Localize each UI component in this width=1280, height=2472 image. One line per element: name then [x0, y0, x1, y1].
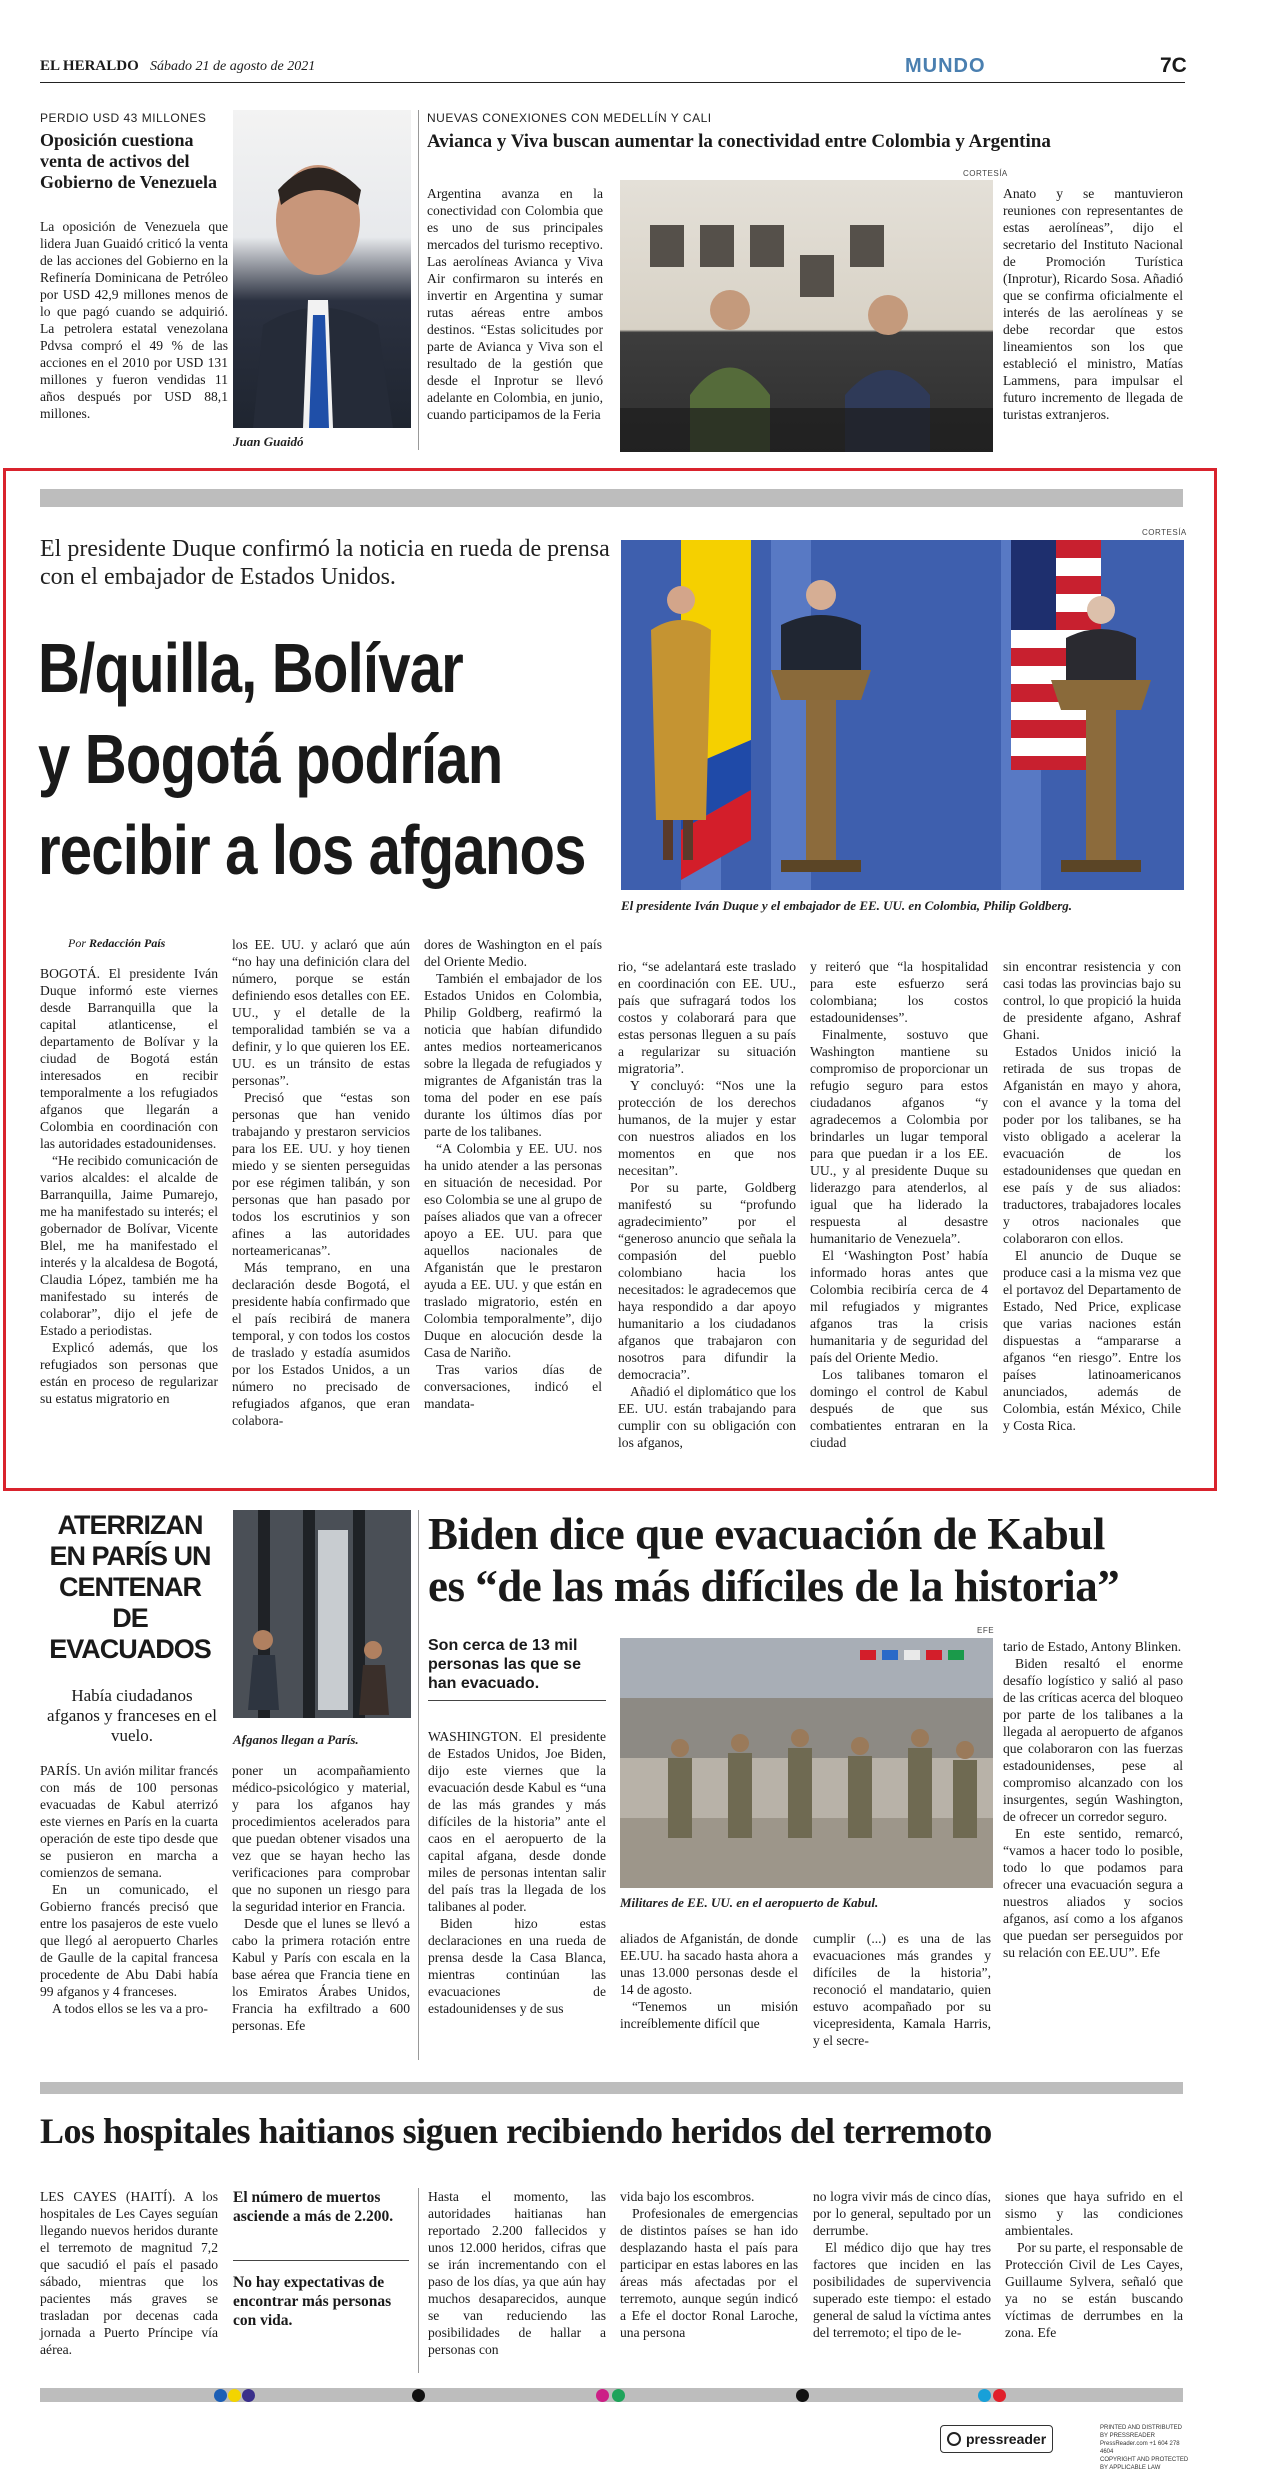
mark-magenta	[596, 2389, 609, 2402]
edition-date: Sábado 21 de agosto de 2021	[150, 59, 316, 74]
haiti-headline: Los hospitales haitianos siguen recibiendo heridos del terremoto	[40, 2111, 992, 2151]
biden-col1: WASHINGTON. El presidente de Estados Unidos, Joe Biden, dijo este viernes que la evacuación desde Kabul es “una de las más grandes y más difíciles de la historia” ante el caos en el aeropuerto de la capital afgana, desde donde miles de personas intentan salir del país tras la llegada de los talibanes al poder. Biden hizo estas declaraciones en una rueda de prensa desde la Casa Blanca, mientras continúan las evacuaciones de estadounidenses y de sus	[428, 1729, 606, 2016]
haiti-rule	[418, 2188, 419, 2373]
main-headline-line3: recibir a los afganos	[38, 811, 586, 889]
biden-col2: aliados de Afganistán, de donde EE.UU. ha sacado hasta ahora a unas 13.000 personas desde el 14 de agosto. “Tenemos un misión increíblemente difícil que	[620, 1931, 798, 2031]
avianca-credit: CORTESÍA	[963, 169, 1008, 178]
mark-cyan	[978, 2389, 991, 2402]
main-col4: rio, “se adelantará este traslado en coordinación con EE. UU., país que sufragará todos los costos y colaborará para que estas personas lleguen a su país a regularizar su situación migratoria”. Y concluyó: “Nos une la protección de los derechos humanos, de la mujer y estar con nuestros aliados en los momentos en que nos necesitan”. Por su parte, Goldberg manifestó su “profundo agradecimiento” por el “generoso anuncio que señala la compasión del pueblo colombiano hacia los necesitados: le agradecemos que haya respondido a dar apoyo humanitario a los ciudadanos afganos que trabajaron con nosotros para difundir la democracia”. Añadió el diplomático que los EE. UU. están trabajando para cumplir con su obligación con los afganos,	[618, 959, 796, 1450]
avianca-col1: Argentina avanza en la conectividad con Colombia que es uno de sus principales mercados del turismo receptivo. Las aerolíneas Avianca y Viva Air confirmaron su interés en invertir en Argentina y sumar rutas aéreas entre ambos destinos. “Estas solicitudes por parte de Avianca y Viva son el resultado de la gestión que desde el Inprotur se llevó adelante en Colombia, en junio, cuando participamos de la Feria	[427, 186, 603, 422]
haiti-pull-rule	[233, 2260, 409, 2261]
guaido-caption: Juan Guaidó	[233, 434, 304, 449]
mark-yellow	[228, 2389, 241, 2402]
pressreader-note-2: PressReader.com +1 604 278 4604	[1100, 2441, 1180, 2455]
paper-name: EL HERALDO	[40, 58, 139, 74]
section-name: MUNDO	[905, 55, 986, 77]
avianca-headline: Avianca y Viva buscan aumentar la conectividad entre Colombia y Argentina	[427, 131, 1051, 152]
paris-photo	[233, 1510, 411, 1718]
main-byline	[68, 936, 165, 951]
mark-purple	[242, 2389, 255, 2402]
main-headline-line1: B/quilla, Bolívar	[38, 629, 463, 707]
pressreader-brand: pressreader	[966, 2431, 1047, 2447]
page-number: 7C	[1160, 54, 1187, 77]
avianca-kicker: NUEVAS CONEXIONES CON MEDELLÍN Y CALI	[427, 111, 712, 125]
main-col5: y reiteró que “la hospitalidad para este esfuerzo será colombiana; los costos estadounidenses”. Finalmente, sostuvo que Washington mantiene su compromiso de proporcionar un refugio seguro para estos ciudadanos afganos “y agradecemos a Colombia por brindarles un lugar temporal para que puedan ir a los EE. UU., y al presidente Duque su liderazgo para atenderlos, al igual que ha liderado la respuesta al desastre humanitario de Venezuela”. El ‘Washington Post’ había informado horas antes que Colombia recibiría cerca de 4 mil refugiados y migrantes afganos tras la crisis humanitaria y de seguridad del país del Oriente Medio. Los talibanes tomaron el domingo el control de Kabul después de que sus combatientes entraran en la ciudad	[810, 959, 988, 1450]
main-photo-credit: CORTESÍA	[1142, 528, 1187, 537]
pressreader-note-1: PRINTED AND DISTRIBUTED BY PRESSREADER	[1100, 2425, 1183, 2439]
print-registration-marks	[0, 2389, 1280, 2403]
header-rule	[40, 82, 1185, 83]
pressreader-note	[1100, 2424, 1190, 2472]
paris-col1: PARÍS. Un avión militar francés con más de 100 personas evacuadas de Kabul aterrizó este viernes en París en la cuarta operación de este tipo desde que se pusieron en marcha a comienzos de semana. En un comunicado, el Gobierno francés precisó que entre los pasajeros de este vuelo que llegó al aeropuerto Charles de Gaulle de la capital francesa procedente de Abu Dabi había 99 afganos y 4 franceses. A todos ellos se les va a pro-	[40, 1763, 218, 2016]
paris-rule	[418, 1510, 419, 2060]
guaido-photo	[233, 110, 411, 428]
main-col2: los EE. UU. y aclaró que aún “no hay una definición clara del número, porque se están definiendo esos detalles con EE. UU., y el detalle de la temporalidad también se va a definir, y lo que quieren los EE. UU. es un tránsito de estas personas”. Precisó que “estas son personas que han venido trabajando y prestaron servicios para los EE. UU. y hoy tienen miedo y se sienten perseguidas por ese régimen talibán, y son personas que han pasado por todos los escrutinios y son afines a las autoridades norteamericanas”. Más temprano, en una declaración desde Bogotá, el presidente había confirmado que el país recibirá de manera temporal, y con todos los costos de traslado y estadía asumidos por los Estados Unidos, a un número no precisado de refugiados afganos, que eran colabora-	[232, 937, 410, 1428]
venezuela-headline: Oposición cuestiona venta de activos del Gobierno de Venezuela	[40, 130, 218, 192]
mark-blue	[214, 2389, 227, 2402]
mark-red	[993, 2389, 1006, 2402]
haiti-col4: vida bajo los escombros. Profesionales de emergencias de distintos países se han ido desplazando hasta el país para participar en estas labores en las áreas más afectadas por el terremoto, aunque según indicó a Efe el doctor Ronal Laroche, una persona	[620, 2189, 798, 2340]
haiti-col6: siones que haya sufrido en el sismo y las condiciones ambientales. Por su parte, el responsable de Protección Civil de Les Cayes, Guillaume Sylvera, señaló que ya no se están buscando víctimas de derrumbes en la zona. Efe	[1005, 2189, 1183, 2340]
main-col3: dores de Washington en el país del Oriente Medio. También el embajador de los Estados Unidos en Colombia, Philip Goldberg, reafirmó la noticia que habían difundido antes medios norteamericanos sobre la llegada de refugiados y migrantes de Afganistán tras la toma del poder en ese país durante los últimos días por parte de los talibanes. “A Colombia y EE. UU. nos ha unido atender a las personas en situación de necesidad. Por eso Colombia se une al grupo de países aliados que van a ofrecer apoyo a EE. UU. para que aquellos nacionales de Afganistán que le prestaron ayuda a EE. UU. y que están en traslado migratorio, estén en Colombia temporalmente”, dijo Duque en alocución desde la Casa de Nariño. Tras varios días de conversaciones, indicó el mandata-	[424, 937, 602, 1411]
biden-headline-line2: es “de las más difíciles de la historia”	[428, 1561, 1120, 1611]
haiti-col3: Hasta el momento, las autoridades haitianas han reportado 2.200 fallecidos y unos 12.000 heridos, cifras que se irán incrementando con el paso de los días, ya que aún hay muchos desaparecidos, aunque se van reduciendo las posibilidades de hallar a personas con	[428, 2189, 606, 2357]
main-photo-caption: El presidente Iván Duque y el embajador de EE. UU. en Colombia, Philip Goldberg.	[621, 898, 1073, 913]
haiti-pull1: El número de muertos asciende a más de 2.200.	[233, 2189, 394, 2225]
haiti-pull2: No hay expectativas de encontrar más personas con vida.	[233, 2274, 392, 2329]
pressreader-logo[interactable]	[940, 2425, 1053, 2453]
biden-col4: tario de Estado, Antony Blinken. Biden resaltó el enorme desafío logístico y salió al paso de las críticas acerca del bloqueo por parte de los talibanes a la llegada al aeropuerto de afganos que colaboraron con las fuerzas estadounidenses, pese al compromiso alcanzado con los insurgentes, según Washington, de ofrecer un corredor seguro. En este sentido, remarcó, “vamos a hacer todo lo posible, todo lo que podamos para ofrecer una evacuación segura a nuestros aliados y socios afganos, así como a los afganos que puedan ser perseguidos por su relación con EE.UU”. Efe	[1003, 1639, 1183, 1960]
avianca-photo	[620, 180, 993, 452]
pressreader-icon	[947, 2432, 961, 2446]
mark-black-2	[796, 2389, 809, 2402]
byline-prefix: Por	[68, 936, 86, 950]
byline-name: Redacción País	[89, 936, 166, 950]
biden-credit: EFE	[977, 1626, 995, 1635]
biden-caption: Militares de EE. UU. en el aeropuerto de Kabul.	[620, 1895, 879, 1910]
paris-caption: Afganos llegan a París.	[233, 1732, 359, 1747]
mark-green	[612, 2389, 625, 2402]
paris-headline: ATERRIZAN EN PARÍS UN CENTENAR DE EVACUADOS	[49, 1510, 211, 1664]
main-col6: sin encontrar resistencia y con casi todas las provincias bajo su control, lo que propició la huida de presidente afgano, Ashraf Ghani. Estados Unidos inició la retirada de sus tropas de Afganistán en mayo y ahora, con el avance y la toma del poder por los talibanes, se ha visto obligado a acelerar la evacuación de los estadounidenses que quedan en ese país y de sus aliados: traductores, trabajadores locales y otros nacionales que colaboraron con ellos. El anuncio de Duque se produce casi a la misma vez que el portavoz del Departamento de Estado, Ned Price, explicase que varias naciones están dispuestas a “ampararse a afganos “en riesgo”. Entre los países latinoamericanos anunciados, además de Colombia, están México, Chile y Costa Rica.	[1003, 959, 1181, 1433]
haiti-top-bar	[40, 2082, 1183, 2094]
mark-black-1	[412, 2389, 425, 2402]
venezuela-rule	[418, 110, 419, 450]
biden-headline-line1: Biden dice que evacuación de Kabul	[428, 1509, 1105, 1559]
paris-deck: Había ciudadanos afganos y franceses en el vuelo.	[47, 1686, 217, 1745]
main-photo	[621, 540, 1184, 890]
pressreader-note-3: COPYRIGHT AND PROTECTED BY APPLICABLE LAW	[1100, 2457, 1189, 2471]
venezuela-kicker: PERDIO USD 43 MILLONES	[40, 111, 207, 125]
haiti-col1: LES CAYES (HAITÍ). A los hospitales de Les Cayes seguían llegando nuevos heridos durante el terremoto de magnitud 7,2 que sacudió el país el pasado sábado, mientras que los pacientes más graves se trasladan por decenas cada jornada a Puerto Príncipe vía aérea.	[40, 2189, 218, 2357]
biden-col3: cumplir (...) es una de las evacuaciones más grandes y difíciles de la historia”, reconoció el mandatario, quien estuvo acompañado por su vicepresidenta, Kamala Harris, y el secre-	[813, 1931, 991, 2048]
main-headline-line2: y Bogotá podrían	[38, 720, 503, 798]
main-col1: BOGOTÁ. El presidente Iván Duque informó este viernes desde Barranquilla que la capital atlanticense, el departamento de Bolívar y la ciudad de Bogotá están interesados en recibir temporalmente a los refugiados afganos que llegarán a Colombia en coordinación con las autoridades estadounidenses. “He recibido comunicación de varios alcaldes: el alcalde de Barranquilla, Jaime Pumarejo, me ha manifestado su interés; el gobernador de Bolívar, Vicente Blel, me ha manifestado el interés y la alcaldesa de Bogotá, Claudia López, también me ha manifestado su interés de colaborar”, dijo el jefe de Estado a periodistas. Explicó además, que los refugiados son personas que están en proceso de regularizar su estatus migratorio en	[40, 966, 218, 1406]
haiti-col5: no logra vivir más de cinco días, por lo general, sepultado por un derrumbe. El médico dijo que hay tres factores que inciden en las posibilidades de supervivencia superado este tiempo: el estado general de salud la víctima antes del terremoto; el tipo de le-	[813, 2189, 991, 2340]
venezuela-body: La oposición de Venezuela que lidera Juan Guaidó criticó la venta de las acciones del Gobierno en la Refinería Dominicana de Petróleo por USD 42,9 millones menos de lo que pagó cuando se adquirió. La petrolera estatal venezolana Pdvsa compró el 49 % de las acciones en el 2010 por USD 131 millones y fueron vendidas 11 años después por USD 88,1 millones.	[40, 219, 228, 421]
main-deck: El presidente Duque confirmó la noticia en rueda de prensa con el embajador de Estados Unidos.	[40, 536, 610, 590]
biden-photo	[620, 1638, 993, 1888]
avianca-col2: Anato y se mantuvieron reuniones con representantes de estas aerolíneas”, dijo el secretario del Instituto Nacional de Promoción Turística (Inprotur), Ricardo Sosa. Añadió que se confirma oficialmente el interés de las aerolíneas y se debe recordar que estos lineamientos son los que estableció el ministro, Matías Lammens, para impulsar el futuro incremento de llegada de turistas extranjeros.	[1003, 186, 1183, 422]
paris-col2: poner un acompañamiento médico-psicológico y material, y para los afganos hay procedimientos acelerados para que puedan obtener visados una vez que se hayan hecho las verificaciones para comprobar que no suponen un riesgo para la seguridad interior en Francia. Desde que el lunes se llevó a cabo la primera rotación entre Kabul y París con escala en la base aérea que Francia tiene en los Emiratos Árabes Unidos, Francia ha exfiltrado a 600 personas. Efe	[232, 1763, 410, 2033]
biden-subdeck-rule	[428, 1700, 606, 1701]
biden-subdeck: Son cerca de 13 mil personas las que se han evacuado.	[428, 1637, 581, 1692]
